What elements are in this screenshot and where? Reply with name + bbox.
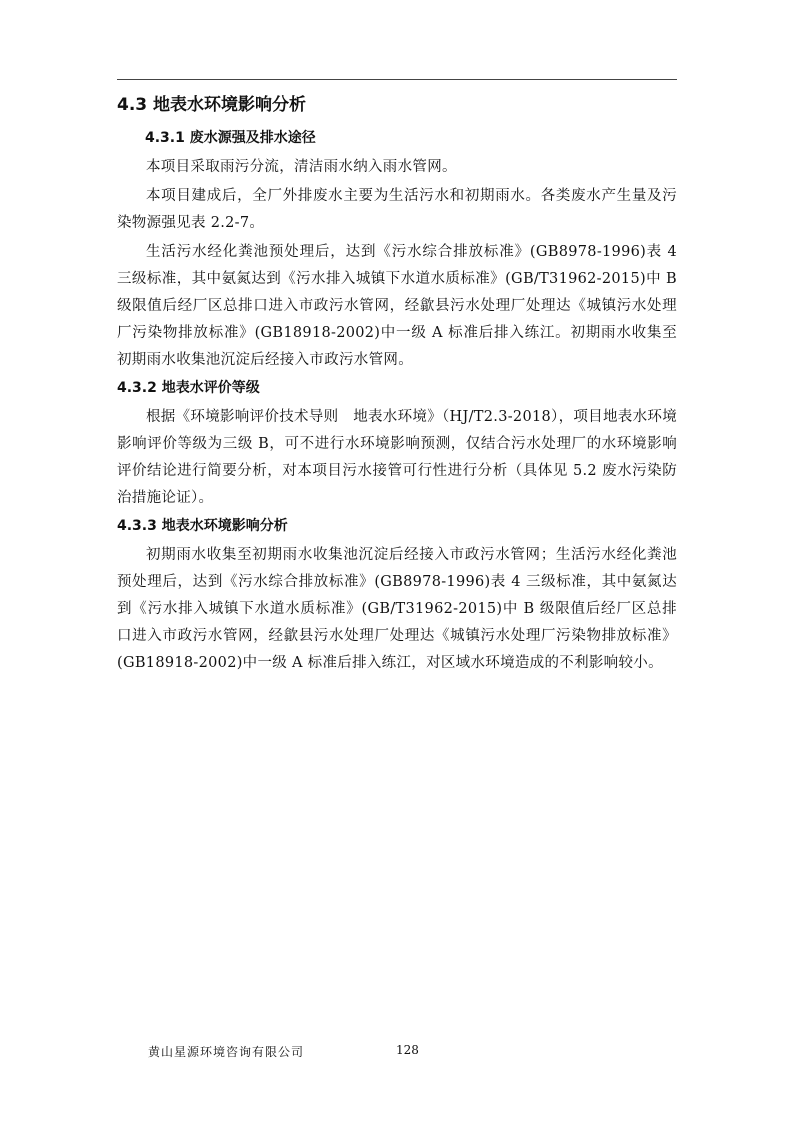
document-body (117, 92, 677, 679)
subsection-heading-4-3-2: 4.3.2 地表水评价等级 (117, 380, 260, 396)
footer-company: 黄山星源环境咨询有限公司 (148, 1045, 305, 1059)
subsection-heading-4-3-1: 4.3.1 废水源强及排水途径 (145, 130, 316, 146)
paragraph: 生活污水经化粪池预处理后，达到《污水综合排放标准》(GB8978-1996)表 4 三级标准，其中氨氮达到《污水排入城镇下水道水质标准》(GB/T31962-2015)中 B 级限值后经厂区总排口进入市政污水管网，经歙县污水处理厂处理达《城镇污水处理厂污染物排放标准》(GB18918-2002)中一级 A 标准后排入练江。初期雨水收集至初期雨水收集池沉淀后经接入市政污水管网。 (117, 244, 677, 368)
subsection-heading-4-3-3: 4.3.3 地表水环境影响分析 (117, 518, 288, 534)
paragraph: 本项目采取雨污分流，清洁雨水纳入雨水管网。 (146, 159, 457, 175)
paragraph: 根据《环境影响评价技术导则 地表水环境》（HJ/T2.3-2018），项目地表水环境影响评价等级为三级 B，可不进行水环境影响预测，仅结合污水处理厂的水环境影响评价结论进行简要分析，对本项目污水接管可行性进行分析（具体见 5.2 废水污染防治措施论证）。 (117, 409, 677, 506)
page-footer (148, 1043, 648, 1063)
header-rule (117, 79, 677, 80)
section-heading: 4.3 地表水环境影响分析 (117, 95, 307, 115)
page-number: 128 (396, 1043, 419, 1057)
paragraph: 初期雨水收集至初期雨水收集池沉淀后经接入市政污水管网；生活污水经化粪池预处理后，达到《污水综合排放标准》(GB8978-1996)表 4 三级标准，其中氨氮达到《污水排入城镇下水道水质标准》(GB/T31962-2015)中 B 级限值后经厂区总排口进入市政污水管网，经歙县污水处理厂处理达《城镇污水处理厂污染物排放标准》(GB18918-2002)中一级 A 标准后排入练江，对区域水环境造成的不利影响较小。 (117, 547, 677, 671)
paragraph: 本项目建成后，全厂外排废水主要为生活污水和初期雨水。各类废水产生量及污染物源强见表 2.2-7。 (117, 188, 677, 231)
